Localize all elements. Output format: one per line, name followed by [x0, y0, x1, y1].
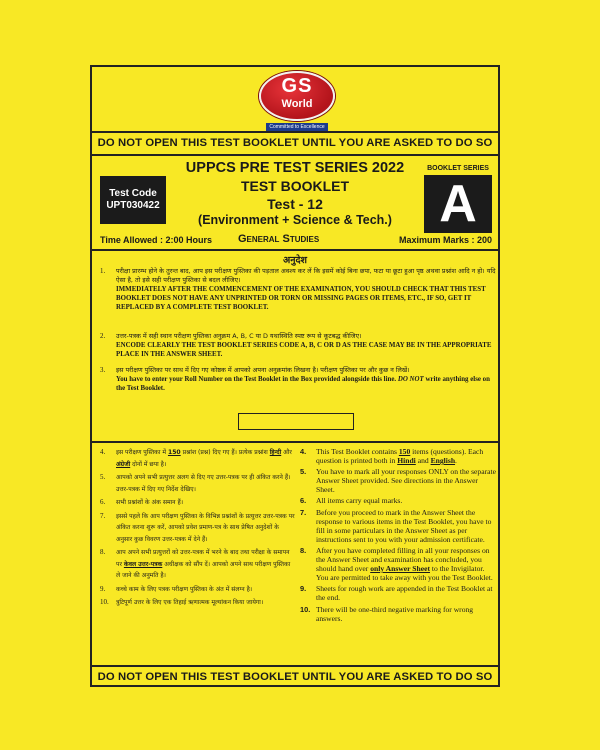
item-emphasis: 150 [398, 447, 411, 456]
item-text: त्रुटिपूर्ण उत्तर के लिए एक तिहाई ऋणात्मक मूल्यांकन किया जायेगा। [116, 599, 264, 606]
booklet-title: TEST BOOKLET [240, 178, 350, 194]
booklet-series-label: BOOKLET SERIES [427, 165, 489, 172]
list-item [300, 605, 496, 623]
booklet-series-box: A [424, 175, 492, 233]
divider-instructions [92, 249, 498, 251]
item-text: कच्चे काम के लिए पत्रक परीक्षण पुस्तिका के अंत में संलग्न है। [116, 585, 253, 593]
roll-number-text-end: write anything else on the Test Booklet. [116, 376, 490, 393]
roll-number-box[interactable] [238, 413, 354, 430]
item-text: You have to mark all your responses ONLY on the separate Answer Sheet provided. See directions in the Answer Sheet. [316, 467, 496, 495]
item-number: 6. [100, 498, 106, 506]
item-text: दोनों में छपा है। [130, 460, 167, 468]
item-text: items (questions). Each question is printed both in [316, 447, 484, 466]
item-text: After you have completed filling in all your responses on the Answer Sheet and examination has concluded, you should hand over [316, 545, 490, 574]
item-number: 8. [300, 545, 307, 555]
item-text: और [281, 449, 292, 456]
list-item [100, 584, 296, 596]
list-item [100, 547, 296, 582]
general-studies-heading [238, 233, 319, 245]
instruction-english [116, 375, 496, 393]
item-text: इससे पहले कि आप परीक्षण पुस्तिका के विभिन्न प्रश्नांशों के प्रत्युत्तर उत्तर-पत्रक पर अंकित करना शुरू करें, आपको प्रवेश प्रमाण-पत्र के साथ प्रेषित अनुदेशों के अनुसार कुछ विवरण उत्तर-पत्रक में देने हैं। [116, 512, 295, 543]
series-title: UPPCS PRE TEST SERIES 2022 [185, 160, 405, 176]
item-text: There will be one-third negative marking for wrong answers. [316, 604, 474, 623]
item-emphasis: only Answer Sheet [370, 564, 430, 574]
time-allowed: Time Allowed : 2:00 Hours [100, 235, 213, 245]
instruction-hindi: इस परीक्षण पुस्तिका पर साथ में दिए गए कोष्ठक में आपको अपना अनुक्रमांक लिखना है। परीक्षण पुस्तिका पर और कुछ न लिखें। [116, 366, 410, 374]
bottom-warning-banner: DO NOT OPEN THIS TEST BOOKLET UNTIL YOU ARE ASKED TO DO SO [97, 671, 493, 683]
list-item [300, 584, 496, 602]
item-number: 7. [100, 511, 106, 520]
list-item [300, 496, 496, 505]
item-text: Before you proceed to mark in the Answer Sheet the response to various items in the Test Booklet, you have to fill in some particulars in the Answer Sheet as per instructions sent to you with your admission certificate. [316, 507, 492, 544]
divider-under-banner [92, 154, 498, 156]
item-text: सभी प्रश्नांशों के अंक समान हैं। [116, 499, 184, 506]
item-number: 8. [100, 548, 106, 556]
divider-top [92, 131, 498, 133]
item-number: 9. [300, 584, 307, 594]
list-item [300, 546, 496, 582]
gs-world-logo [258, 71, 336, 133]
instruction-2 [100, 332, 496, 359]
list-item [100, 497, 296, 509]
list-item [100, 511, 296, 546]
item-number: 9. [100, 584, 106, 593]
general-studies-text: General Studies [238, 233, 320, 245]
list-item [100, 472, 296, 495]
list-item [300, 467, 496, 494]
item-number: 5. [100, 473, 106, 481]
item-text: इस परीक्षण पुस्तिका में [116, 449, 168, 456]
logo-tagline: Committed to Excellence [266, 123, 328, 132]
item-emphasis: अंग्रेजी [116, 460, 131, 468]
list-item [100, 597, 296, 609]
item-text: Sheets for rough work are appended in the Test Booklet at the end. [316, 584, 493, 603]
item-text: All items carry equal marks. [316, 496, 403, 506]
maximum-marks: Maximum Marks : 200 [398, 235, 492, 245]
item-text: आपको अपने सभी प्रत्युत्तर अलग से दिए गए उत्तर-पत्रक पर ही अंकित करने हैं। उत्तर-पत्रक में दिए गए निर्देश देखिए। [116, 474, 291, 493]
logo-world-text: World [281, 98, 313, 110]
hindi-instructions-column [100, 447, 296, 611]
item-emphasis: हिन्दी [269, 449, 282, 456]
instruction-hindi: उत्तर-पत्रक में सही स्थान परीक्षण पुस्तिका अनुक्रम A, B, C या D यथास्थिति स्पष्ट रूप से कूटबद्ध कीजिए। [116, 332, 362, 340]
item-text: आप अपने सभी प्रत्युत्तरों को उत्तर-पत्रक में भरने के बाद तथा परीक्षा के समापन पर [116, 549, 290, 568]
divider-bottom [92, 665, 498, 667]
item-number: 6. [300, 496, 307, 506]
list-item [100, 447, 296, 470]
roll-number-text: You have to enter your Roll Number on the Test Booklet in the Box provided alongside this line. [116, 376, 397, 384]
top-warning-banner: DO NOT OPEN THIS TEST BOOKLET UNTIL YOU ARE ASKED TO DO SO [97, 137, 493, 149]
instruction-hindi: परीक्षा प्रारम्भ होने के तुरन्त बाद, आप इस परीक्षण पुस्तिका की पड़ताल अवश्य कर लें कि इसमें कोई बिना छपा, फटा या छूटा हुआ पृष्ठ अथवा प्रश्नांश आदि न हो। यदि ऐसा है, तो इसे सही परीक्षण पुस्तिका से बदल लीजिए। [116, 267, 496, 285]
divider-columns [92, 441, 498, 443]
test-code-value: UPT030422 [106, 200, 160, 211]
test-code-label: Test Code [109, 188, 157, 199]
instruction-number: 3. [100, 367, 106, 374]
item-text: This Test Booklet contains [316, 447, 399, 456]
instruction-number: 2. [100, 333, 106, 340]
instruction-1 [100, 267, 496, 312]
instruction-english: ENCODE CLEARLY THE TEST BOOKLET SERIES CODE A, B, C OR D AS THE CASE MAY BE IN THE APPROPRIATE PLACE IN THE ANSWER SHEET. [116, 342, 492, 359]
item-text: प्रश्नांश (प्रश्न) दिए गए हैं। प्रत्येक प्रश्नांश [180, 449, 270, 456]
list-item [300, 447, 496, 465]
do-not-emphasis: DO NOT [397, 376, 424, 384]
item-number: 4. [300, 447, 307, 456]
instruction-number: 1. [100, 268, 106, 275]
item-emphasis: केवल उत्तर-पत्रक [123, 560, 163, 568]
test-booklet-cover [90, 65, 500, 687]
item-number: 5. [300, 467, 307, 477]
item-number: 7. [300, 507, 307, 517]
list-item [300, 508, 496, 544]
test-number: Test - 12 [267, 196, 323, 212]
subject-line: (Environment + Science & Tech.) [198, 213, 392, 227]
item-emphasis: English [430, 456, 456, 466]
item-number: 4. [100, 448, 106, 456]
item-number: 10. [100, 598, 109, 606]
logo-gs-text: GS [281, 75, 313, 97]
item-text: to the Invigilator. You are permitted to take away with you the Test Booklet. [316, 564, 493, 583]
instruction-3 [100, 366, 496, 393]
item-text: . [455, 456, 457, 466]
english-instructions-column [300, 447, 496, 625]
item-number: 10. [300, 604, 311, 614]
instructions-heading: अनुदेश [282, 255, 308, 266]
item-text: and [415, 456, 431, 466]
item-text: अधीक्षक को सौंप दें। आपको अपने साथ परीक्षण पुस्तिका ले जाने की अनुमति है। [116, 560, 291, 579]
item-emphasis: Hindi [397, 456, 416, 466]
item-emphasis: 150 [167, 449, 181, 456]
instruction-english: IMMEDIATELY AFTER THE COMMENCEMENT OF THE EXAMINATION, YOU SHOULD CHECK THAT THIS TEST BOOKLET DOES NOT HAVE ANY UNPRINTED OR TORN OR MISSING PAGES OR ITEMS, ETC., IF SO, GET IT REPLACED BY A COMPLETE TEST BOOKLET. [116, 286, 486, 312]
